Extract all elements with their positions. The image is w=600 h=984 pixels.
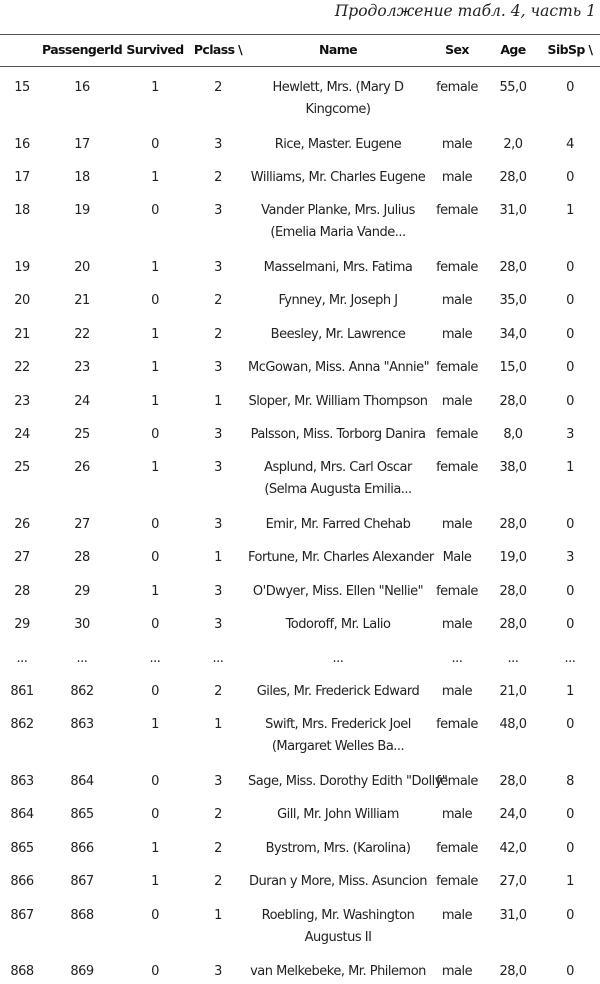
cell-survived: 0 [151,427,159,442]
cell-passengerid: 18 [74,170,90,185]
cell-name [248,457,428,501]
cell-sex: male [441,393,473,409]
cell-pclass: 1 [214,907,222,923]
table-row [0,413,600,446]
cell-pclass: 3 [214,203,222,219]
cell-age: 28,0 [499,517,527,532]
cell-sibsp: 1 [566,874,574,890]
cell-pclass: 3 [214,583,222,599]
cell-index: 25 [14,460,30,476]
cell-sibsp: 0 [566,393,574,409]
cell-sibsp: 0 [566,260,574,275]
cell-index: 865 [10,840,34,856]
cell-survived: 0 [151,203,159,219]
cell-name [248,77,428,121]
cell-sibsp: 0 [566,326,574,342]
cell-sex: male [441,684,473,699]
cell-index: ... [16,650,28,666]
cell-sex: female [436,840,478,856]
cell-name [248,581,428,603]
cell-survived: 1 [151,583,159,599]
cell-sibsp: 0 [566,360,574,376]
cell-index: 868 [10,964,34,980]
cell-age: 2,0 [503,136,523,152]
cell-age: 28,0 [499,617,527,633]
name-line: (Emelia Maria Vande... [270,225,406,241]
cell-index: 26 [14,517,30,532]
cell-passengerid: 28 [74,550,90,566]
name-line: Fynney, Mr. Joseph J [278,293,398,309]
cell-passengerid: 25 [74,427,90,442]
cell-name [248,804,428,826]
cell-index: 15 [14,80,30,95]
cell-index: 861 [10,684,34,699]
cell-sibsp: 8 [566,774,574,789]
cell-pclass: 1 [214,550,222,566]
cell-index: 16 [14,136,30,152]
cell-sex: male [441,617,473,633]
cell-age: 15,0 [499,360,527,376]
cell-survived: 0 [151,964,159,980]
name-line: Augustus II [304,929,372,945]
table-row [0,313,600,346]
cell-name [248,167,428,189]
cell-index: 18 [14,203,30,219]
cell-index: 22 [14,360,30,376]
cell-index: 28 [14,583,30,599]
cell-age: 28,0 [499,583,527,599]
cell-age: 21,0 [499,684,527,699]
name-line: Roebling, Mr. Washington [261,907,415,923]
name-line: Williams, Mr. Charles Eugene [250,170,426,185]
cell-sibsp: 0 [566,717,574,733]
cell-sex: male [441,517,473,532]
table-row [0,827,600,860]
table-header-row [0,36,600,66]
cell-sibsp: 1 [566,460,574,476]
cell-index: 19 [14,260,30,275]
cell-survived: 0 [151,684,159,699]
cell-passengerid: 868 [70,907,94,923]
table-caption: Продолжение табл. 4, часть 1 [334,2,596,20]
cell-name [248,714,428,758]
name-line: Hewlett, Mrs. (Mary D [272,80,404,95]
cell-index: 20 [14,293,30,309]
cell-name [248,961,428,983]
name-line: Masselmani, Mrs. Fatima [263,260,413,275]
table-row [0,346,600,379]
cell-sex: female [436,427,478,442]
cell-survived: 0 [151,293,159,309]
cell-age: 28,0 [499,964,527,980]
cell-passengerid: 24 [74,393,90,409]
cell-name [248,905,428,949]
cell-passengerid: 29 [74,583,90,599]
name-line: (Selma Augusta Emilia... [264,482,412,498]
cell-sibsp: 0 [566,807,574,823]
cell-index: 29 [14,617,30,633]
cell-sex: female [436,774,478,789]
cell-passengerid: 867 [70,874,94,890]
cell-age: 28,0 [499,170,527,185]
cell-age: 31,0 [499,203,527,219]
cell-sex: female [436,874,478,890]
cell-sex: female [436,360,478,376]
name-line: (Margaret Welles Ba... [271,739,405,755]
cell-name [248,514,428,536]
cell-age: 48,0 [499,717,527,733]
cell-sibsp: 0 [566,907,574,923]
cell-name [248,290,428,312]
table-row [0,703,600,760]
cell-age: 34,0 [499,326,527,342]
cell-pclass: 2 [214,326,222,342]
cell-age: 27,0 [499,874,527,890]
cell-pclass: 3 [214,617,222,633]
name-line: McGowan, Miss. Anna "Annie" [248,360,430,376]
cell-age: 28,0 [499,774,527,789]
cell-age: 28,0 [499,393,527,409]
cell-pclass: 2 [214,170,222,185]
cell-survived: 1 [151,874,159,890]
cell-sibsp: 0 [566,517,574,532]
cell-age: 55,0 [499,80,527,95]
header-passengerid: PassengerId [42,42,123,57]
cell-age: 19,0 [499,550,527,566]
cell-survived: 0 [151,617,159,633]
cell-sibsp: 3 [566,550,574,566]
cell-pclass: 3 [214,260,222,275]
table-row [0,894,600,951]
cell-passengerid: ... [76,650,88,666]
header-name: Name [319,42,357,57]
table-row [0,603,600,636]
cell-sibsp: 0 [566,80,574,95]
name-line: Rice, Master. Eugene [274,136,402,152]
cell-sex: male [441,170,473,185]
name-line: ... [332,650,344,666]
cell-name [248,391,428,413]
cell-name [248,681,428,703]
cell-age: ... [507,650,519,666]
cell-sibsp: 0 [566,583,574,599]
name-line: Gill, Mr. John William [277,807,399,823]
cell-index: 862 [10,717,34,733]
cell-pclass: 2 [214,807,222,823]
table-row [0,793,600,826]
cell-pclass: 2 [214,840,222,856]
cell-name [248,547,434,569]
cell-name [248,771,448,793]
cell-pclass: 2 [214,874,222,890]
cell-pclass: 3 [214,964,222,980]
cell-survived: 1 [151,393,159,409]
table-top-rule [0,34,600,35]
cell-age: 8,0 [503,427,523,442]
cell-sex: male [441,907,473,923]
name-line: O'Dwyer, Miss. Ellen "Nellie" [252,583,424,599]
cell-pclass: 3 [214,427,222,442]
cell-sibsp: 4 [566,136,574,152]
name-line: Beesley, Mr. Lawrence [270,326,406,342]
name-line: van Melkebeke, Mr. Philemon [250,964,426,980]
table-row [0,123,600,156]
cell-sex: female [436,460,478,476]
cell-age: 35,0 [499,293,527,309]
name-line: Palsson, Miss. Torborg Danira [250,427,426,442]
cell-passengerid: 863 [70,717,94,733]
cell-name [248,357,428,379]
cell-name [248,871,428,893]
cell-age: 31,0 [499,907,527,923]
table-row [0,380,600,413]
cell-passengerid: 16 [74,80,90,95]
name-line: Swift, Mrs. Frederick Joel [265,717,411,733]
cell-age: 42,0 [499,840,527,856]
cell-index: 21 [14,326,30,342]
name-line: Giles, Mr. Frederick Edward [256,684,420,699]
cell-sibsp: 0 [566,293,574,309]
cell-pclass: 1 [214,393,222,409]
table-row [0,570,600,603]
cell-name [248,134,428,156]
cell-sex: male [441,136,473,152]
name-line: Duran y More, Miss. Asuncion [249,874,427,890]
cell-survived: ... [149,650,161,666]
cell-sex: ... [451,650,463,666]
cell-sex: male [441,964,473,980]
header-pclass: Pclass \ [193,42,243,57]
cell-sibsp: ... [564,650,576,666]
name-line: Sloper, Mr. William Thompson [248,393,428,409]
name-line: Todoroff, Mr. Lalio [285,617,391,633]
cell-name [248,648,428,670]
cell-sex: female [436,583,478,599]
table-row [0,279,600,312]
cell-survived: 1 [151,80,159,95]
cell-sex: female [436,260,478,275]
name-line: Asplund, Mrs. Carl Oscar [264,460,412,476]
cell-survived: 1 [151,840,159,856]
cell-age: 38,0 [499,460,527,476]
cell-passengerid: 27 [74,517,90,532]
cell-passengerid: 22 [74,326,90,342]
table-row [0,760,600,793]
cell-survived: 0 [151,550,159,566]
table-row [0,156,600,189]
table-row [0,670,600,703]
cell-sex: Male [442,550,472,566]
cell-survived: 0 [151,774,159,789]
cell-sibsp: 1 [566,203,574,219]
cell-age: 24,0 [499,807,527,823]
cell-name [248,257,428,279]
cell-index: 17 [14,170,30,185]
cell-passengerid: 30 [74,617,90,633]
header-age: Age [500,42,526,57]
cell-survived: 0 [151,517,159,532]
name-line: Bystrom, Mrs. (Karolina) [265,840,411,856]
cell-passengerid: 864 [70,774,94,789]
cell-passengerid: 26 [74,460,90,476]
cell-sex: female [436,80,478,95]
cell-passengerid: 23 [74,360,90,376]
table-row [0,246,600,279]
cell-sex: male [441,807,473,823]
cell-passengerid: 20 [74,260,90,275]
cell-pclass: ... [212,650,224,666]
cell-age: 28,0 [499,260,527,275]
header-survived: Survived [126,42,184,57]
cell-passengerid: 865 [70,807,94,823]
table-row [0,637,600,670]
cell-pclass: 2 [214,684,222,699]
cell-sex: male [441,293,473,309]
cell-index: 867 [10,907,34,923]
header-sex: Sex [445,42,469,57]
cell-survived: 1 [151,260,159,275]
cell-sex: female [436,203,478,219]
cell-survived: 1 [151,170,159,185]
cell-name [248,200,428,244]
name-line: Emir, Mr. Farred Chehab [265,517,411,532]
cell-index: 24 [14,427,30,442]
cell-pclass: 3 [214,774,222,789]
cell-survived: 1 [151,717,159,733]
cell-name [248,838,428,860]
cell-passengerid: 862 [70,684,94,699]
cell-survived: 1 [151,326,159,342]
cell-name [248,614,428,636]
cell-passengerid: 21 [74,293,90,309]
cell-name [248,424,428,446]
table-row [0,503,600,536]
cell-pclass: 3 [214,360,222,376]
cell-sibsp: 0 [566,170,574,185]
cell-sibsp: 0 [566,964,574,980]
cell-sibsp: 1 [566,684,574,699]
cell-index: 866 [10,874,34,890]
table-row [0,189,600,246]
cell-pclass: 3 [214,460,222,476]
cell-index: 863 [10,774,34,789]
cell-survived: 1 [151,360,159,376]
cell-survived: 0 [151,907,159,923]
table-row [0,860,600,893]
cell-sex: male [441,326,473,342]
cell-survived: 1 [151,460,159,476]
cell-name [248,324,428,346]
cell-sibsp: 0 [566,840,574,856]
name-line: Vander Planke, Mrs. Julius [261,203,415,219]
table-row [0,66,600,123]
cell-index: 27 [14,550,30,566]
cell-pclass: 3 [214,517,222,532]
cell-pclass: 1 [214,717,222,733]
cell-survived: 0 [151,807,159,823]
cell-index: 864 [10,807,34,823]
name-line: Fortune, Mr. Charles Alexander [248,550,434,566]
cell-pclass: 2 [214,80,222,95]
cell-pclass: 3 [214,136,222,152]
cell-index: 23 [14,393,30,409]
cell-pclass: 2 [214,293,222,309]
cell-passengerid: 869 [70,964,94,980]
cell-sibsp: 0 [566,617,574,633]
cell-passengerid: 866 [70,840,94,856]
name-line: Sage, Miss. Dorothy Edith "Dolly" [248,774,448,789]
header-sibsp: SibSp \ [547,42,593,57]
name-line: Kingcome) [305,102,371,117]
table-row [0,446,600,503]
cell-passengerid: 19 [74,203,90,219]
cell-sibsp: 3 [566,427,574,442]
table-row [0,536,600,569]
cell-passengerid: 17 [74,136,90,152]
cell-sex: female [436,717,478,733]
cell-survived: 0 [151,136,159,152]
